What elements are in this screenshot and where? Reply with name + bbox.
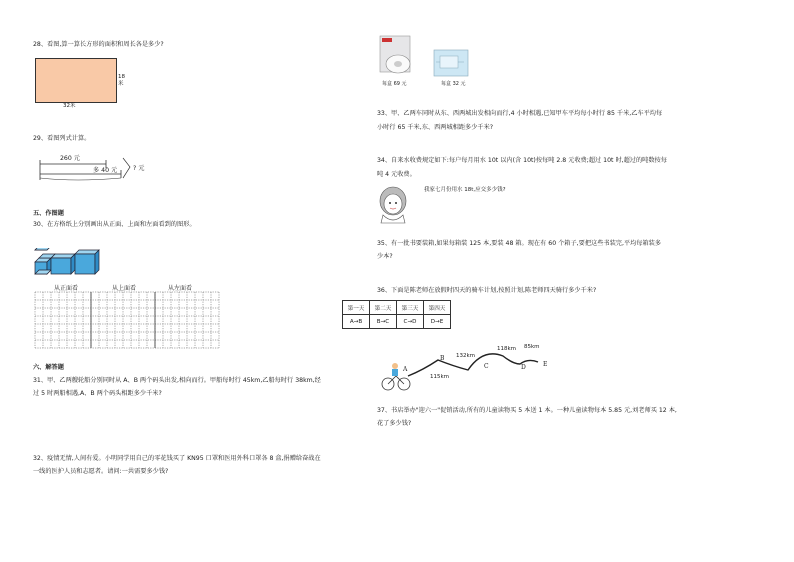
point-d: D (521, 364, 526, 371)
distance-ab: 115km (430, 374, 450, 380)
grid-paper (33, 290, 221, 352)
distance-cd: 118km (497, 346, 517, 352)
view-top-label: 从上面看 (112, 285, 137, 292)
table-row (343, 301, 451, 315)
surgical-mask-price: 每盒 32 元 (441, 81, 466, 87)
q34-line2: 吨 4 元收费。 (377, 171, 416, 178)
q33-line1: 33、甲、乙两车同时从东、西两城出发相向而行,4 小时相遇,已知甲车平均每小时行 85 千米,乙车平均每 (377, 110, 663, 117)
q29-text: 29、看图列式计算。 (33, 135, 91, 142)
point-c: C (484, 363, 489, 370)
q32-line1: 32、疫情无情,人间有爱。小明同学用自己的零花钱买了 KN95 口罩和医用外科口罩各 8 盒,捐赠给奋战在 (33, 455, 321, 462)
q29-bottom-label: 多 40 元 (93, 167, 118, 174)
q31-line1: 31、甲、乙两艘轮船分别同时从 A、B 两个码头出发,相向而行。甲船每时行 45km,乙船每时行 38km,经 (33, 377, 321, 384)
table-cell: 第四天 (424, 301, 451, 315)
surgical-mask-box-image (432, 44, 472, 82)
q31-line2: 过 5 时两船相遇,A、B 两个码头相距多少千米? (33, 390, 162, 397)
point-b: B (440, 355, 445, 362)
cube-figure (33, 248, 105, 280)
kn95-price: 每盒 69 元 (382, 81, 407, 87)
q37-line1: 37、书店举办"迎六一"促销活动,所有的儿童读物买 5 本送 1 本。一种儿童读物每本 5.85 元,刘老师买 12 本, (377, 407, 677, 414)
point-e: E (543, 361, 548, 368)
q34-speech: 我家七月份用水 18t,应交多少钱? (424, 187, 506, 193)
table-row (343, 315, 451, 329)
q35-line1: 35、有一批书要装箱,如果每箱装 125 本,要装 48 箱。现在有 60 个箱子,要把这些书装完,平均每箱装多 (377, 240, 662, 247)
rect-height-label: 18 (118, 74, 125, 80)
rect-width-label: 32米 (63, 103, 76, 109)
q34-line1: 34、自来水收费规定如下:每户每月用水 10t 以内(含 10t)按每吨 2.8 元收费;超过 10t 时,超过的吨数按每 (377, 157, 667, 164)
table-cell: 第二天 (370, 301, 397, 315)
q36-text: 36、下面是陈老师在放假时四天的骑车计划,按照计划,陈老师四天骑行多少千米? (377, 287, 597, 294)
table-cell: D→E (424, 315, 451, 329)
rectangle-figure (35, 58, 117, 103)
table-cell: 第一天 (343, 301, 370, 315)
q32-line2: 一线的医护人员和志愿者。请问:一共需要多少钱? (33, 468, 169, 475)
section6-heading: 六、解答题 (33, 364, 64, 371)
q29-question-label: ? 元 (133, 165, 145, 172)
section5-heading: 五、作图题 (33, 210, 64, 217)
view-left-label: 从左面看 (168, 285, 193, 292)
q30-text: 30、在方格纸上分别画出从正面、上面和左面看到的图形。 (33, 221, 196, 228)
q37-line2: 花了多少钱? (377, 420, 412, 427)
kn95-mask-box-image (376, 34, 416, 82)
distance-de: 85km (524, 344, 540, 350)
riding-plan-table (342, 300, 451, 329)
q33-line2: 小时行 65 千米,东、西两城相距多少千米? (377, 124, 494, 131)
view-front-label: 从正面看 (54, 285, 79, 292)
table-cell: 第三天 (397, 301, 424, 315)
rect-height-unit: 米 (118, 81, 124, 87)
table-cell: A→B (343, 315, 370, 329)
table-cell: B→C (370, 315, 397, 329)
q29-top-label: 260 元 (60, 155, 80, 162)
girl-illustration (377, 185, 411, 225)
distance-bc: 132km (456, 353, 476, 359)
table-cell: C→D (397, 315, 424, 329)
point-a: A (403, 366, 408, 373)
q28-text: 28、看图,算一算长方形的面积和周长各是多少? (33, 41, 164, 48)
q35-line2: 少本? (377, 253, 393, 260)
